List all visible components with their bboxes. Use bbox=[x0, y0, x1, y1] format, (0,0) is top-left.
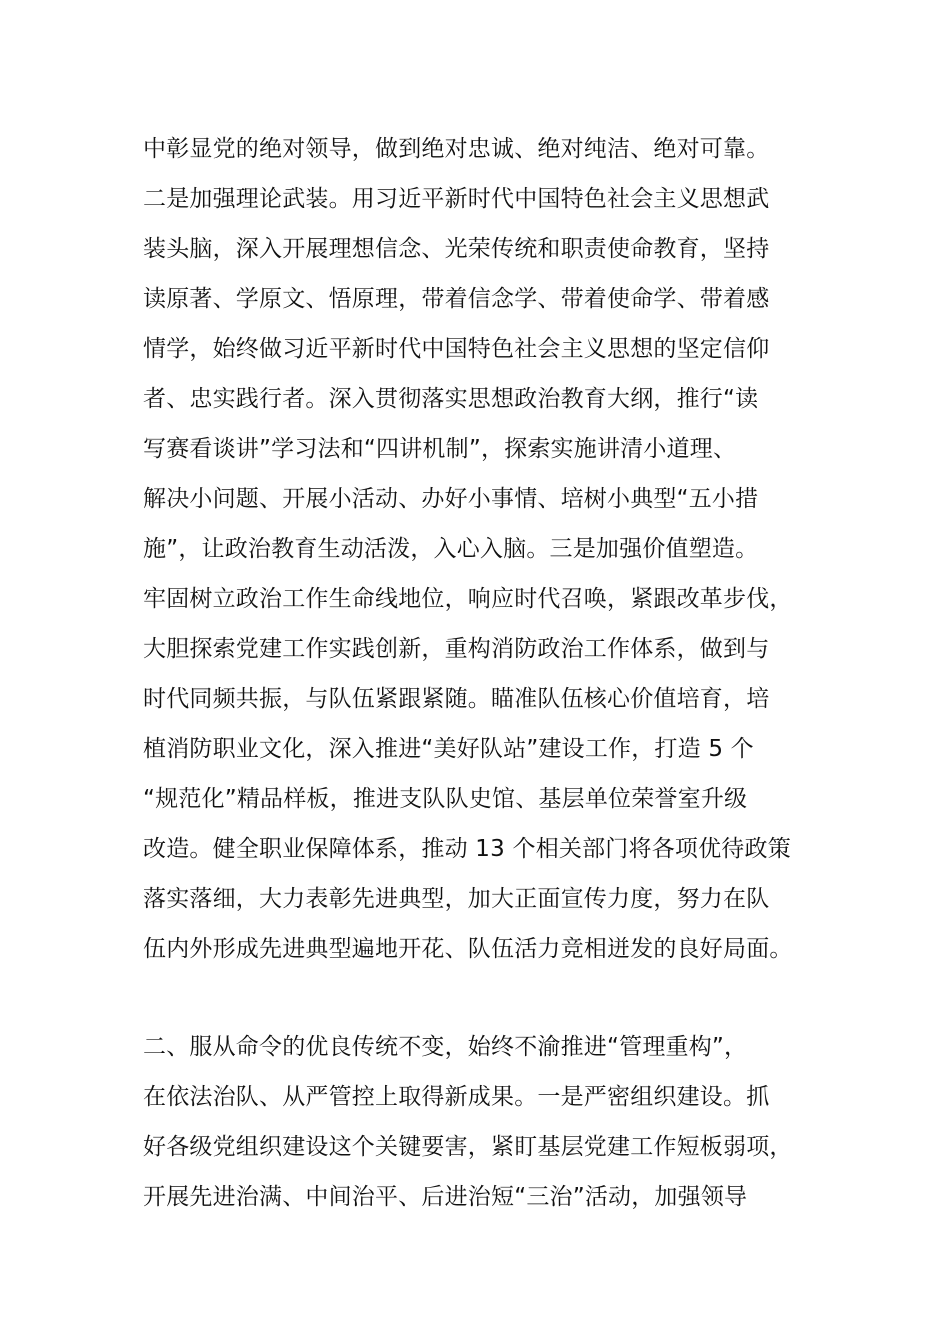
text-line: 读原著、学原文、悟原理，带着信念学、带着使命学、带着感 bbox=[143, 286, 770, 312]
text-line: 开展先进治满、中间治平、后进治短“三治”活动，加强领导 bbox=[143, 1184, 748, 1210]
body-paragraph-2 bbox=[143, 1022, 823, 1222]
text-line: 中彰显党的绝对领导，做到绝对忠诚、绝对纯洁、绝对可靠。 bbox=[143, 136, 770, 162]
text-line: 时代同频共振，与队伍紧跟紧随。瞄准队伍核心价值培育，培 bbox=[143, 686, 770, 712]
text-line: 施”，让政治教育生动活泼，入心入脑。三是加强价值塑造。 bbox=[143, 536, 759, 562]
text-line: 写赛看谈讲”学习法和“四讲机制”，探索实施讲清小道理、 bbox=[143, 436, 737, 462]
text-line: 大胆探索党建工作实践创新，重构消防政治工作体系，做到与 bbox=[143, 636, 770, 662]
text-line: 情学，始终做习近平新时代中国特色社会主义思想的坚定信仰 bbox=[143, 336, 770, 362]
body-paragraph-1 bbox=[143, 124, 823, 974]
text-line: 解决小问题、开展小活动、办好小事情、培树小典型“五小措 bbox=[143, 486, 759, 512]
text-line: 牢固树立政治工作生命线地位，响应时代召唤，紧跟改革步伐， bbox=[143, 586, 793, 612]
text-line: 者、忠实践行者。深入贯彻落实思想政治教育大纲，推行“读 bbox=[143, 386, 759, 412]
text-line: 在依法治队、从严管控上取得新成果。一是严密组织建设。抓 bbox=[143, 1084, 770, 1110]
section-heading-line: 二、服从命令的优良传统不变，始终不渝推进“管理重构”， bbox=[143, 1034, 748, 1060]
text-line: 好各级党组织建设这个关键要害，紧盯基层党建工作短板弱项， bbox=[143, 1134, 793, 1160]
text-line: 二是加强理论武装。用习近平新时代中国特色社会主义思想武 bbox=[143, 186, 770, 212]
text-line: 伍内外形成先进典型遍地开花、队伍活力竞相迸发的良好局面。 bbox=[143, 936, 793, 962]
text-line: 落实落细，大力表彰先进典型，加大正面宣传力度，努力在队 bbox=[143, 886, 770, 912]
text-line: 改造。健全职业保障体系，推动 13 个相关部门将各项优待政策 bbox=[143, 836, 791, 862]
text-line: “规范化”精品样板，推进支队队史馆、基层单位荣誉室升级 bbox=[143, 786, 748, 812]
text-line: 植消防职业文化，深入推进“美好队站”建设工作，打造 5 个 bbox=[143, 736, 754, 762]
text-line: 装头脑，深入开展理想信念、光荣传统和职责使命教育，坚持 bbox=[143, 236, 770, 262]
